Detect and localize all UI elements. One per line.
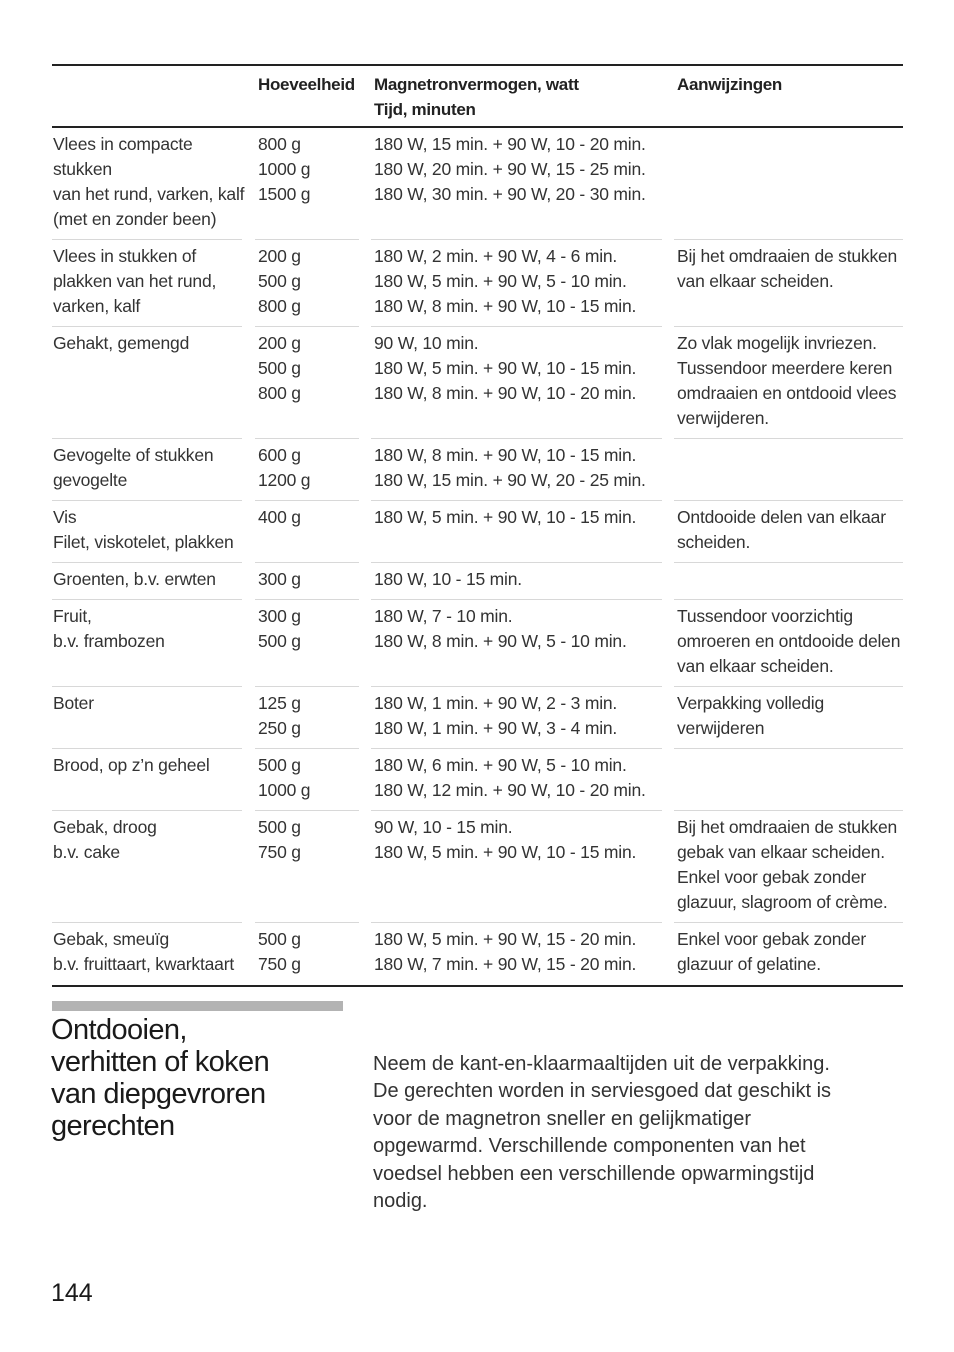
table-header bbox=[52, 66, 903, 128]
power-cell-line: 180 W, 7 - 10 min. bbox=[374, 606, 513, 626]
notes-cell bbox=[677, 505, 903, 555]
section-heading-line: van diepgevroren bbox=[51, 1078, 266, 1110]
power-cell-line: 180 W, 5 min. + 90 W, 10 - 15 min. bbox=[374, 358, 637, 378]
power-cell bbox=[374, 815, 664, 865]
food-cell bbox=[53, 132, 243, 232]
power-cell-line: 90 W, 10 - 15 min. bbox=[374, 817, 513, 837]
power-cell bbox=[374, 132, 664, 207]
notes-cell-line: Tussendoor meerdere keren bbox=[677, 358, 893, 378]
notes-cell-line: Bij het omdraaien de stukken bbox=[677, 817, 898, 837]
power-cell bbox=[374, 604, 664, 654]
section-heading-line: verhitten of koken bbox=[51, 1046, 270, 1078]
power-cell bbox=[374, 331, 664, 406]
quantity-cell bbox=[258, 244, 358, 319]
quantity-cell-line: 800 g bbox=[258, 134, 301, 154]
notes-cell-line: Zo vlak mogelijk invriezen. bbox=[677, 333, 877, 353]
quantity-cell-line: 1200 g bbox=[258, 470, 311, 490]
food-cell-line: Vis bbox=[53, 507, 77, 527]
notes-cell bbox=[677, 815, 903, 915]
notes-cell-line: Tussendoor voorzichtig bbox=[677, 606, 853, 626]
notes-cell-line: glazuur, slagroom of crème. bbox=[677, 892, 888, 912]
quantity-cell-line: 500 g bbox=[258, 755, 301, 775]
quantity-cell-line: 500 g bbox=[258, 358, 301, 378]
quantity-cell bbox=[258, 691, 358, 741]
quantity-cell-line: 500 g bbox=[258, 929, 301, 949]
quantity-cell bbox=[258, 505, 358, 530]
quantity-cell-line: 300 g bbox=[258, 606, 301, 626]
food-cell-line: Fruit, bbox=[53, 606, 92, 626]
power-cell bbox=[374, 244, 664, 319]
table-row bbox=[52, 327, 903, 439]
food-cell-line: Gebak, droog bbox=[53, 817, 157, 837]
power-cell-line: 180 W, 8 min. + 90 W, 10 - 15 min. bbox=[374, 445, 637, 465]
power-cell bbox=[374, 753, 664, 803]
quantity-cell-line: 400 g bbox=[258, 507, 301, 527]
food-cell-line: Gehakt, gemengd bbox=[53, 333, 190, 353]
quantity-cell-line: 125 g bbox=[258, 693, 301, 713]
power-cell bbox=[374, 505, 664, 530]
power-cell bbox=[374, 691, 664, 741]
table-row bbox=[52, 128, 903, 240]
food-cell-line: (met en zonder been) bbox=[53, 209, 217, 229]
power-cell-line: 180 W, 5 min. + 90 W, 10 - 15 min. bbox=[374, 842, 637, 862]
section-heading bbox=[51, 1014, 351, 1142]
food-cell bbox=[53, 691, 243, 716]
defrost-table bbox=[52, 64, 903, 987]
notes-cell-line: verwijderen bbox=[677, 718, 765, 738]
food-cell bbox=[53, 753, 243, 778]
table-row bbox=[52, 501, 903, 563]
power-cell-line: 180 W, 1 min. + 90 W, 2 - 3 min. bbox=[374, 693, 618, 713]
section-heading-bar bbox=[52, 1001, 343, 1011]
quantity-cell bbox=[258, 927, 358, 977]
notes-cell-line: van elkaar scheiden. bbox=[677, 656, 834, 676]
food-cell bbox=[53, 244, 243, 319]
notes-cell bbox=[677, 604, 903, 679]
table-row bbox=[52, 923, 903, 985]
power-cell bbox=[374, 927, 664, 977]
notes-cell-line: scheiden. bbox=[677, 532, 751, 552]
quantity-cell bbox=[258, 567, 358, 592]
quantity-cell-line: 200 g bbox=[258, 333, 301, 353]
quantity-cell bbox=[258, 443, 358, 493]
quantity-cell-line: 600 g bbox=[258, 445, 301, 465]
intro-line: voor de magnetron sneller en gelijkmatiger bbox=[373, 1107, 751, 1130]
food-cell-line: Vlees in stukken of bbox=[53, 246, 197, 266]
header-quantity: Hoeveelheid bbox=[258, 75, 355, 94]
food-cell bbox=[53, 604, 243, 654]
section-intro-text bbox=[373, 1051, 903, 1215]
food-cell-line: varken, kalf bbox=[53, 296, 141, 316]
quantity-cell-line: 500 g bbox=[258, 817, 301, 837]
quantity-cell bbox=[258, 132, 358, 207]
intro-line: nodig. bbox=[373, 1190, 428, 1213]
power-cell-line: 180 W, 6 min. + 90 W, 5 - 10 min. bbox=[374, 755, 627, 775]
table-row bbox=[52, 439, 903, 501]
power-cell-line: 180 W, 8 min. + 90 W, 5 - 10 min. bbox=[374, 631, 627, 651]
food-cell-line: b.v. frambozen bbox=[53, 631, 165, 651]
quantity-cell-line: 750 g bbox=[258, 842, 301, 862]
food-cell-line: Gevogelte of stukken bbox=[53, 445, 214, 465]
power-cell bbox=[374, 443, 664, 493]
intro-line: De gerechten worden in serviesgoed dat geschikt is bbox=[373, 1080, 832, 1103]
table-row bbox=[52, 749, 903, 811]
header-notes: Aanwijzingen bbox=[677, 75, 783, 94]
power-cell-line: 180 W, 5 min. + 90 W, 15 - 20 min. bbox=[374, 929, 637, 949]
quantity-cell-line: 200 g bbox=[258, 246, 301, 266]
food-cell bbox=[53, 927, 243, 977]
notes-cell bbox=[677, 691, 903, 741]
notes-cell-line: gebak van elkaar scheiden. bbox=[677, 842, 885, 862]
food-cell-line: plakken van het rund, bbox=[53, 271, 217, 291]
food-cell-line: van het rund, varken, kalf bbox=[53, 184, 245, 204]
power-cell-line: 180 W, 2 min. + 90 W, 4 - 6 min. bbox=[374, 246, 618, 266]
notes-cell-line: van elkaar scheiden. bbox=[677, 271, 834, 291]
power-cell-line: 180 W, 5 min. + 90 W, 10 - 15 min. bbox=[374, 507, 637, 527]
section-heading-line: Ontdooien, bbox=[51, 1014, 187, 1046]
food-cell-line: Brood, op z’n geheel bbox=[53, 755, 210, 775]
power-cell bbox=[374, 567, 664, 592]
header-power bbox=[374, 72, 579, 122]
table-row bbox=[52, 811, 903, 923]
quantity-cell-line: 500 g bbox=[258, 631, 301, 651]
intro-line: opgewarmd. Verschillende componenten van het bbox=[373, 1135, 806, 1158]
power-cell-line: 180 W, 10 - 15 min. bbox=[374, 569, 522, 589]
power-cell-line: 180 W, 8 min. + 90 W, 10 - 20 min. bbox=[374, 383, 637, 403]
power-cell-line: 180 W, 1 min. + 90 W, 3 - 4 min. bbox=[374, 718, 618, 738]
quantity-cell-line: 1500 g bbox=[258, 184, 311, 204]
food-cell bbox=[53, 567, 243, 592]
power-cell-line: 180 W, 5 min. + 90 W, 5 - 10 min. bbox=[374, 271, 627, 291]
quantity-cell-line: 750 g bbox=[258, 954, 301, 974]
notes-cell bbox=[677, 331, 903, 431]
quantity-cell-line: 800 g bbox=[258, 296, 301, 316]
notes-cell-line: omdraaien en ontdooid vlees bbox=[677, 383, 897, 403]
notes-cell-line: Verpakking volledig bbox=[677, 693, 824, 713]
food-cell-line: Filet, viskotelet, plakken bbox=[53, 532, 234, 552]
header-power-line: Magnetronvermogen, watt bbox=[374, 75, 579, 94]
notes-cell-line: Enkel voor gebak zonder bbox=[677, 867, 866, 887]
quantity-cell-line: 300 g bbox=[258, 569, 301, 589]
header-time-line: Tijd, minuten bbox=[374, 100, 476, 119]
notes-cell-line: glazuur of gelatine. bbox=[677, 954, 821, 974]
notes-cell-line: omroeren en ontdooide delen bbox=[677, 631, 901, 651]
notes-cell-line: Enkel voor gebak zonder bbox=[677, 929, 866, 949]
power-cell-line: 180 W, 12 min. + 90 W, 10 - 20 min. bbox=[374, 780, 646, 800]
quantity-cell-line: 1000 g bbox=[258, 780, 311, 800]
quantity-cell bbox=[258, 815, 358, 865]
food-cell bbox=[53, 331, 243, 356]
quantity-cell-line: 500 g bbox=[258, 271, 301, 291]
power-cell-line: 180 W, 7 min. + 90 W, 15 - 20 min. bbox=[374, 954, 637, 974]
notes-cell bbox=[677, 927, 903, 977]
food-cell bbox=[53, 443, 243, 493]
section-heading-line: gerechten bbox=[51, 1110, 175, 1142]
page-number: 144 bbox=[51, 1279, 93, 1307]
notes-cell-line: Bij het omdraaien de stukken bbox=[677, 246, 898, 266]
quantity-cell bbox=[258, 604, 358, 654]
table-body bbox=[52, 128, 903, 985]
power-cell-line: 180 W, 15 min. + 90 W, 20 - 25 min. bbox=[374, 470, 646, 490]
food-cell-line: Groenten, b.v. erwten bbox=[53, 569, 216, 589]
table-row bbox=[52, 563, 903, 600]
food-cell-line: Boter bbox=[53, 693, 94, 713]
food-cell-line: b.v. cake bbox=[53, 842, 120, 862]
notes-cell bbox=[677, 244, 903, 294]
table-row bbox=[52, 600, 903, 687]
table-row bbox=[52, 687, 903, 749]
intro-line: voedsel hebben een verschillende opwarmingstijd bbox=[373, 1162, 815, 1185]
food-cell-line: gevogelte bbox=[53, 470, 128, 490]
food-cell-line: stukken bbox=[53, 159, 112, 179]
power-cell-line: 90 W, 10 min. bbox=[374, 333, 479, 353]
quantity-cell-line: 1000 g bbox=[258, 159, 311, 179]
food-cell-line: Vlees in compacte bbox=[53, 134, 193, 154]
intro-line: Neem de kant-en-klaarmaaltijden uit de verpakking. bbox=[373, 1053, 830, 1075]
food-cell-line: Gebak, smeuïg bbox=[53, 929, 170, 949]
power-cell-line: 180 W, 8 min. + 90 W, 10 - 15 min. bbox=[374, 296, 637, 316]
power-cell-line: 180 W, 30 min. + 90 W, 20 - 30 min. bbox=[374, 184, 646, 204]
quantity-cell bbox=[258, 331, 358, 406]
quantity-cell-line: 250 g bbox=[258, 718, 301, 738]
notes-cell-line: Ontdooide delen van elkaar bbox=[677, 507, 886, 527]
quantity-cell-line: 800 g bbox=[258, 383, 301, 403]
power-cell-line: 180 W, 15 min. + 90 W, 10 - 20 min. bbox=[374, 134, 646, 154]
table-row bbox=[52, 240, 903, 327]
food-cell-line: b.v. fruittaart, kwarktaart bbox=[53, 954, 234, 974]
power-cell-line: 180 W, 20 min. + 90 W, 15 - 25 min. bbox=[374, 159, 646, 179]
notes-cell-line: verwijderen. bbox=[677, 408, 769, 428]
food-cell bbox=[53, 505, 243, 555]
quantity-cell bbox=[258, 753, 358, 803]
food-cell bbox=[53, 815, 243, 865]
